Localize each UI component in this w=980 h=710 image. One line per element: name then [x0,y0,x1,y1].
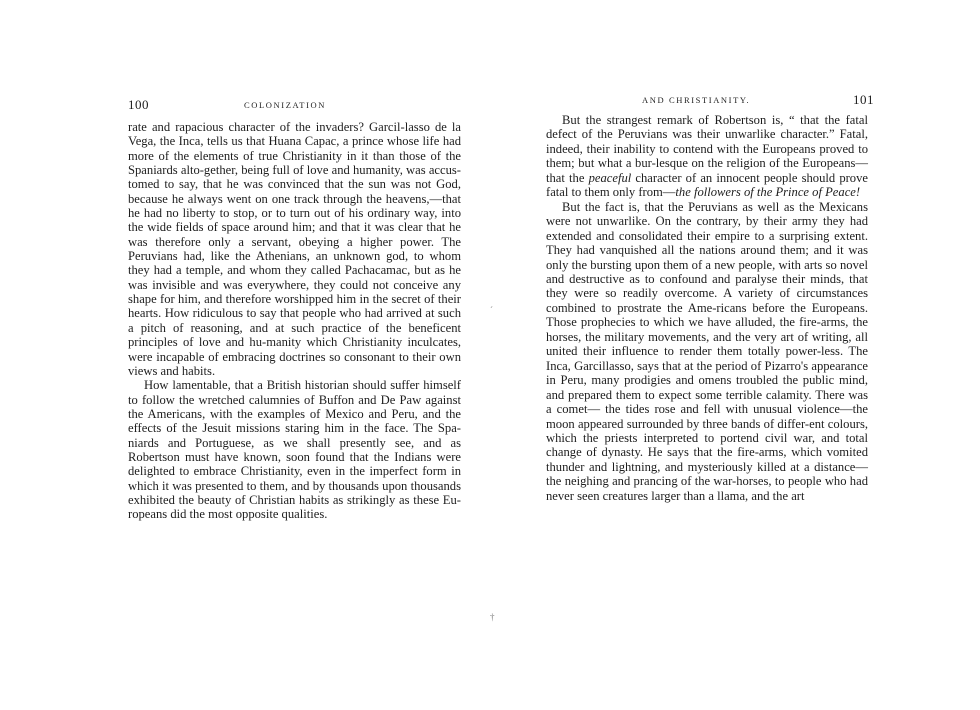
left-page-body [128,120,461,522]
right-page-header [546,92,874,108]
left-paragraph-2: How lamentable, that a British historian should suffer himself to follow the wretched calumnies of Buffon and De Paw against the Americans, with the examples of Mexico and Peru, and the effects of the Jesuit missions staring him in the face. The Spa-niards and Portuguese, as we shall presently see, and as Robertson must have known, soon found that the Indians were delighted to embrace Christianity, even in the imperfect form in which it was presented to them, and by thousands upon thousands exhibited the beauty of Christian habits as strikingly as these Eu-ropeans did the most opposite qualities. [128,378,461,522]
right-page-body [546,113,868,503]
running-title-right: AND CHRISTIANITY. [642,95,751,105]
right-paragraph-1-text-b: character of an innocent people should prove fatal to them only from— [546,170,868,200]
left-paragraph-1: rate and rapacious character of the invaders? Garcil-lasso de la Vega, the Inca, tells us that Huana Capac, a prince whose life had more of the elements of true Christianity in it than those of the Spaniards alto-gether, being full of love and humanity, was accus-tomed to say, that he was convinced that the sun was not God, because he always went on one track through the heavens,—that he had no liberty to stop, or to turn out of his ordinary way, into the wide fields of space around him; and that it was clear that he was therefore only a servant, obeying a higher power. The Peruvians had, like the Athenians, an unknown god, to whom they had a temple, and whom they called Pachacamac, but as he was invisible and was everywhere, they could not conceive any shape for him, and therefore worshipped him in the secret of their hearts. How ridiculous to say that people who had arrived at such a pitch of reasoning, and at such practice of the beneficent principles of love and hu-manity which Christianity inculcates, were incapable of embracing doctrines so consonant to their own views and habits. [128,120,461,378]
right-paragraph-1-italic-followers: the followers of the Prince of Peace! [675,185,861,200]
left-page-header [128,97,461,113]
right-paragraph-1-text-a: But the strangest remark of Robertson is, “ that the fatal defect of the Peruvians was their unwarlike character.” Fatal, indeed, their inability to contend with the Europeans proved to them; but what a bur-lesque on the religion of the Europeans—that the [546,113,868,185]
page-number-left: 100 [128,97,149,112]
page-number-right: 101 [853,92,874,107]
running-title-left: COLONIZATION [244,100,326,110]
right-paragraph-1-italic-peaceful: peaceful [588,170,632,185]
gutter-speck: ˊ [490,305,493,315]
bottom-speck: † [490,612,495,622]
right-paragraph-2: But the fact is, that the Peruvians as well as the Mexicans were not unwarlike. On the contrary, by their army they had extended and consolidated their empire to a surprising extent. They had vanquished all the nations around them; and it was only the bursting upon them of a new people, with arts so novel and destructive as to confound and paralyse their minds, that they were so readily overcome. A variety of circumstances combined to prostrate the Ame-ricans before the Europeans. Those prophecies to which we have alluded, the fire-arms, the horses, the military movements, and the very art of writing, all united their influence to render them totally power-less. The Inca, Garcillasso, says that at the period of Pizarro's appearance in Peru, many prodigies and omens troubled the public mind, and prepared them to expect some terrible calamity. There was a comet— the tides rose and fell with unusual violence—the moon appeared surrounded by three bands of differ-ent colours, which the priests interpreted to portend civil war, and total change of dynasty. He says that the fire-arms, which vomited thunder and lightning, and mysteriously killed at a distance—the neighing and prancing of the war-horses, to people who had never seen creatures larger than a llama, and the art [546,199,868,503]
right-paragraph-1 [546,113,868,200]
